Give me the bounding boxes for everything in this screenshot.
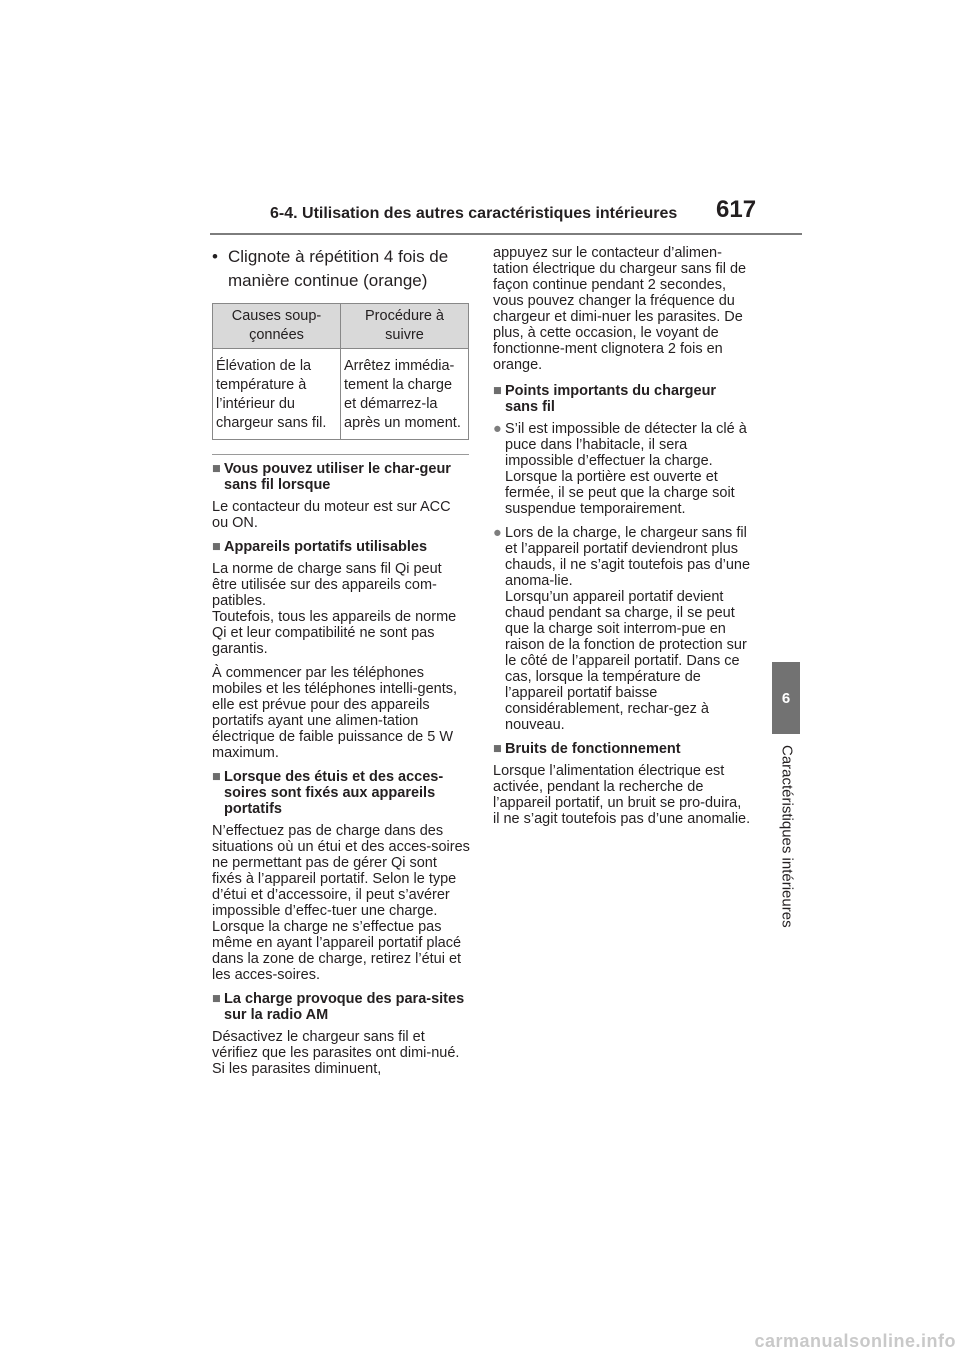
right-column bbox=[493, 245, 751, 835]
paragraph: N’effectuez pas de charge dans des situations où un étui et des acces-soires ne permettant pas de gérer Qi sont fixés à l’appareil portatif. Selon le type d’étui et d’accessoire, il peut s’avérer impossible d’effec-tuer une charge. Lorsque la charge ne s’effectue pas même en ayant l’appareil portatif placé dans la zone de charge, retirez l’étui et les acces-soires. bbox=[212, 823, 470, 983]
page-number: 617 bbox=[716, 196, 757, 223]
square-bullet-icon: ■ bbox=[493, 741, 502, 757]
paragraph: À commencer par les téléphones mobiles et les téléphones intelli-gents, elle est prévue pour des appareils portatifs ayant une alimen-tation électrique de faible puissance de 5 W maximum. bbox=[212, 665, 458, 761]
heading-text: Vous pouvez utiliser le char-geur sans fil lorsque bbox=[224, 461, 451, 493]
list-item-text: Lors de la charge, le chargeur sans fil et l’appareil portatif deviendront plus chauds, il ne s’agit toutefois pas d’une anoma-lie. bbox=[505, 525, 751, 589]
intro-bullet: • Clignote à répétition 4 fois de manière continue (orange) bbox=[212, 247, 449, 290]
square-bullet-icon: ■ bbox=[212, 539, 221, 555]
table-header-causes: Causes soup-çonnées bbox=[213, 304, 341, 349]
heading-text: Points importants du chargeur sans fil bbox=[505, 383, 717, 415]
heading-text: Appareils portatifs utilisables bbox=[224, 539, 428, 555]
chapter-tab bbox=[772, 662, 800, 734]
circle-bullet-icon: ● bbox=[493, 525, 502, 541]
section-title: 6-4. Utilisation des autres caractéristiques intérieures bbox=[270, 205, 678, 222]
paragraph: Le contacteur du moteur est sur ACC ou ON. bbox=[212, 499, 451, 531]
paragraph: Toutefois, tous les appareils de norme Qi et leur compatibilité ne sont pas garantis. bbox=[212, 609, 457, 657]
square-bullet-icon: ■ bbox=[212, 769, 221, 785]
heading-am-radio-noise bbox=[212, 991, 470, 1023]
paragraph: Lorsque l’alimentation électrique est activée, pendant la recherche de l’appareil portatif, un bruit se pro-duira, il ne s’agit toutefois pas d’une anomalie. bbox=[493, 763, 751, 827]
paragraph: Désactivez le chargeur sans fil et vérifiez que les parasites ont dimi-nué. Si les parasites diminuent, bbox=[212, 1029, 460, 1077]
watermark: carmanualsonline.info bbox=[754, 1331, 956, 1351]
list-item bbox=[493, 525, 751, 733]
chapter-side-label bbox=[780, 745, 794, 955]
heading-cases-accessories bbox=[212, 769, 470, 817]
table-header-row bbox=[213, 304, 469, 349]
section-divider bbox=[212, 454, 469, 455]
heading-usage-conditions bbox=[212, 461, 470, 493]
intro-bullet-text: Clignote à répétition 4 fois de manière continue (orange) bbox=[228, 247, 449, 290]
heading-important-points bbox=[493, 383, 751, 415]
list-item-text: S’il est impossible de détecter la clé à puce dans l’habitacle, il sera impossible d’effectuer la charge. Lorsque la portière est ouverte et fermée, il se peut que la charge soit suspendue temporairement. bbox=[505, 421, 747, 517]
square-bullet-icon: ■ bbox=[493, 383, 502, 399]
heading-compatible-devices bbox=[212, 539, 470, 555]
list-item-text: Lorsqu’un appareil portatif devient chaud pendant sa charge, il se peut que la charge soit interrom-pue en raison de la fonction de protection sur le côté de l’appareil portatif. Dans ce cas, lorsque la température de l’appareil portatif baisse considérablement, rechar-gez à nouveau. bbox=[505, 589, 747, 733]
square-bullet-icon: ■ bbox=[212, 991, 221, 1007]
left-column bbox=[212, 245, 470, 1085]
chapter-label: Caractéristiques intérieures bbox=[778, 745, 796, 928]
heading-text: La charge provoque des para-sites sur la radio AM bbox=[224, 991, 465, 1023]
paragraph: La norme de charge sans fil Qi peut être utilisée sur des appareils com-patibles. bbox=[212, 561, 442, 609]
header-divider bbox=[210, 233, 802, 235]
list-item bbox=[493, 421, 751, 517]
table-cell-cause: Élévation de la température à l’intérieur du chargeur sans fil. bbox=[213, 349, 341, 440]
heading-operating-noise bbox=[493, 741, 751, 757]
table-header-procedure: Procédure à suivre bbox=[341, 304, 469, 349]
table-row bbox=[213, 349, 469, 440]
table-cell-procedure: Arrêtez immédia-tement la charge et démarrez-la après un moment. bbox=[341, 349, 469, 440]
square-bullet-icon: ■ bbox=[212, 461, 221, 477]
causes-table bbox=[212, 303, 469, 440]
heading-text: Bruits de fonctionnement bbox=[505, 741, 681, 757]
chapter-number: 6 bbox=[781, 689, 791, 707]
paragraph: appuyez sur le contacteur d’alimen-tation électrique du chargeur sans fil de façon continue pendant 2 secondes, vous pouvez changer la fréquence du chargeur et dimi-nuer les parasites. De plus, à cette occasion, le voyant de fonctionne-ment clignotera 2 fois en orange. bbox=[493, 245, 747, 373]
heading-text: Lorsque des étuis et des acces-soires sont fixés aux appareils portatifs bbox=[224, 769, 444, 817]
circle-bullet-icon: ● bbox=[493, 421, 502, 437]
